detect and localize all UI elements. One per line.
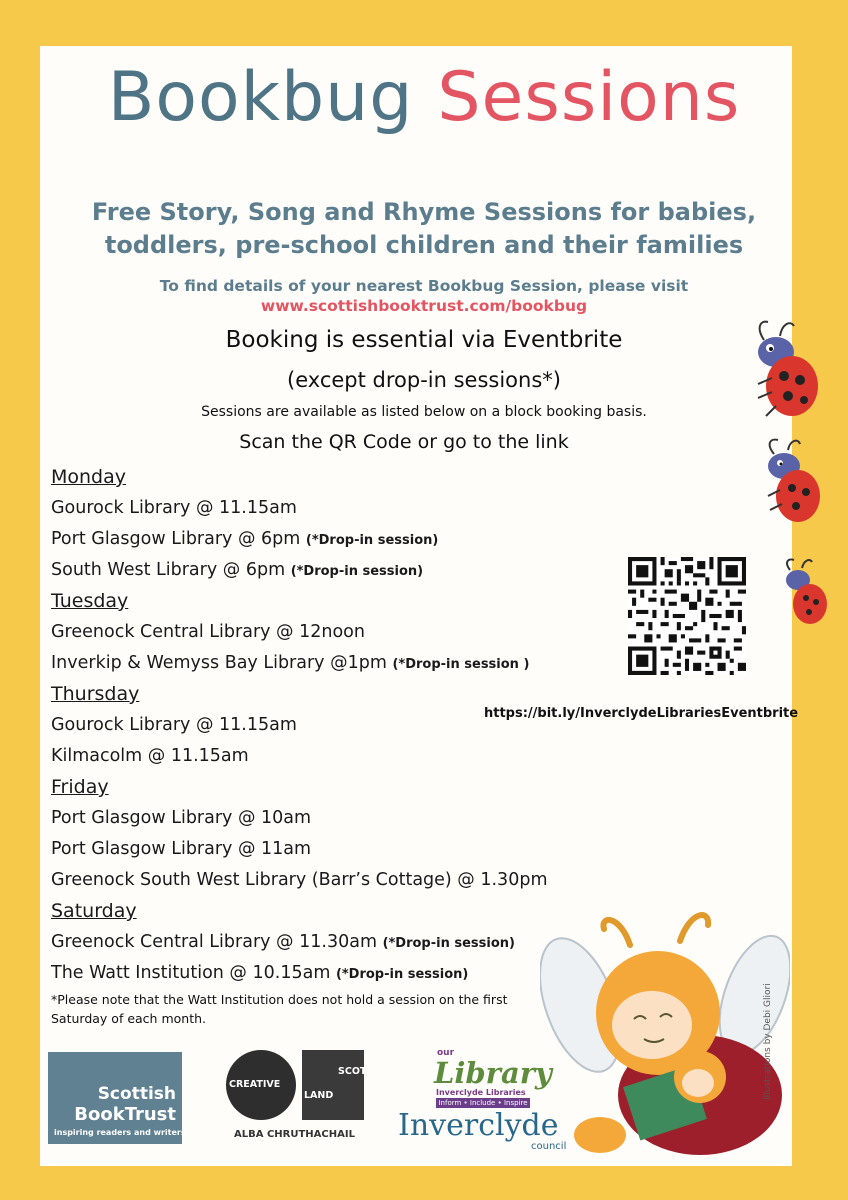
drop-in-note: (*Drop-in session) [335,967,469,982]
eventbrite-link[interactable]: https://bit.ly/InverclydeLibrariesEventbrite [484,706,799,721]
day-heading-tuesday: Tuesday [51,590,129,612]
page-title [0,58,848,137]
cs-word-land: LAND [304,1090,334,1101]
footnote [51,990,511,1028]
session-text: Inverkip & Wemyss Bay Library @1pm [51,653,393,673]
title-word-sessions: Sessions [437,58,741,137]
sbt-tagline: inspiring readers and writers [54,1128,186,1137]
cs-square-shape [302,1050,367,1120]
ladybird-illustration [776,556,832,630]
cs-word-scot: SCOT [338,1066,367,1077]
scottish-book-trust-logo [48,1052,186,1144]
subtitle-line-1: Free Story, Song and Rhyme Sessions for babies, [91,198,757,226]
title-word-bookbug: Bookbug [107,58,414,137]
session-text: Gourock Library @ 11.15am [51,498,297,518]
sbt-word-scottish: Scottish [97,1084,176,1104]
lib-our: our [437,1048,455,1058]
session-text: Greenock South West Library (Barr’s Cottage) @ 1.30pm [51,870,548,890]
subtitle [40,196,808,262]
day-heading-friday: Friday [51,776,109,798]
ladybird-illustration [752,436,828,528]
session-text: Greenock Central Library @ 12noon [51,622,365,642]
lib-inverclyde: Inverclyde [398,1108,559,1143]
drop-in-note: (*Drop-in session ) [392,657,530,672]
lib-council: council [531,1141,567,1152]
visit-url-link[interactable]: www.scottishbooktrust.com/bookbug [260,297,588,315]
cs-word-creative: CREATIVE [229,1079,281,1090]
drop-in-note: (*Drop-in session) [290,564,424,579]
visit-info [40,276,808,316]
session-text: Greenock Central Library @ 11.30am [51,932,383,952]
cs-alba: ALBA CHRUTHACHAIL [234,1129,355,1140]
session-schedule [51,462,591,989]
session-entry [51,524,591,555]
session-text: Port Glasgow Library @ 11am [51,839,312,859]
session-entry [51,834,591,865]
session-entry [51,803,591,834]
footnote-line-1: *Please note that the Watt Institution does not hold a session on the first [51,992,508,1007]
session-entry [51,927,591,958]
session-entry [51,865,591,896]
booking-scan-note: Scan the QR Code or go to the link [239,431,569,453]
illustration-credit: Illustrations by Debi Gliori [763,983,773,1100]
session-text: Gourock Library @ 11.15am [51,715,297,735]
session-entry [51,958,591,989]
sbt-word-booktrust: BookTrust [74,1104,176,1125]
session-text: The Watt Institution @ 10.15am [51,963,336,983]
booking-essential: Booking is essential via Eventbrite [225,327,623,353]
booking-block-note: Sessions are available as listed below on a block booking basis. [201,404,647,420]
day-heading-thursday: Thursday [51,683,140,705]
session-entry [51,741,591,772]
drop-in-note: (*Drop-in session) [305,533,439,548]
session-text: Port Glasgow Library @ 6pm [51,529,306,549]
lib-subtitle: Inverclyde Libraries [436,1088,526,1097]
ladybird-illustration [736,318,828,422]
creative-scotland-logo [226,1050,366,1142]
drop-in-note: (*Drop-in session) [382,936,515,951]
qr-code[interactable] [628,557,746,675]
booking-exception: (except drop-in sessions*) [287,368,561,392]
day-heading-saturday: Saturday [51,900,137,922]
day-heading-monday: Monday [51,466,127,488]
lib-word: Library [434,1056,552,1090]
session-text: Port Glasgow Library @ 10am [51,808,312,828]
session-entry [51,617,591,648]
inverclyde-library-logo [396,1048,580,1154]
footnote-line-2: Saturday of each month. [51,1011,206,1026]
session-text: South West Library @ 6pm [51,560,291,580]
session-entry [51,493,591,524]
session-entry [51,555,591,586]
visit-text: To find details of your nearest Bookbug Session, please visit [159,277,689,295]
subtitle-line-2: toddlers, pre-school children and their families [104,231,744,259]
session-text: Kilmacolm @ 11.15am [51,746,249,766]
lib-tagline-bar: Inform • Include • Inspire [436,1098,530,1108]
session-entry [51,648,591,679]
